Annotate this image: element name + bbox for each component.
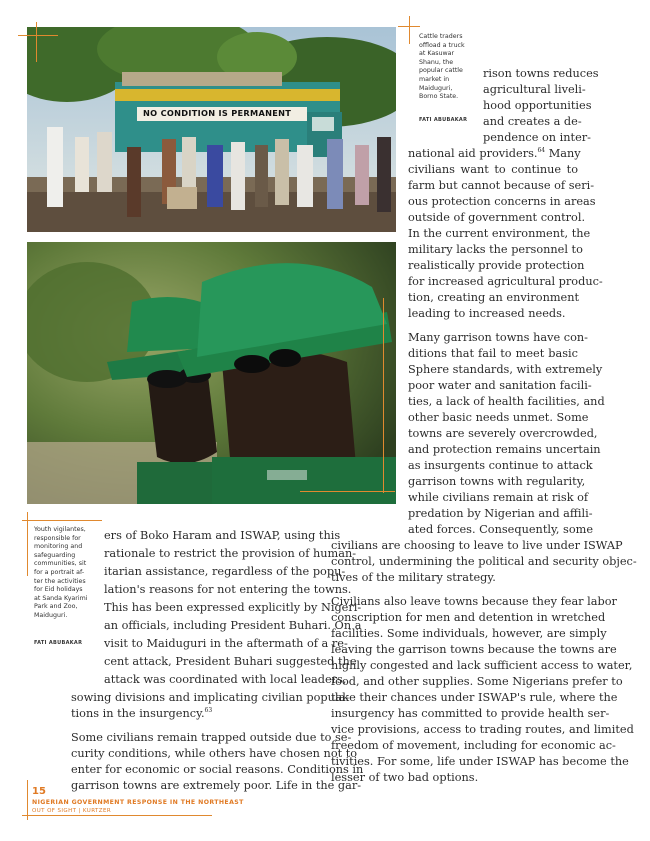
caption-line: Cattle traders — [419, 33, 463, 40]
caption-line: Youth vigilantes, — [34, 526, 86, 533]
body-line: Sphere standards, with extremely — [408, 363, 603, 376]
body-line: Civilians also leave towns because they fear labor — [331, 595, 617, 608]
body-line: freedom of movement, including for economic ac- — [331, 739, 616, 752]
body-line: farm but cannot because of seri- — [408, 179, 595, 192]
body-line: This has been expressed explicitly by Nigeri- — [104, 601, 362, 614]
body-line: highly congested and lack sufficient access to water, — [331, 659, 633, 672]
body-line: take their chances under ISWAP's rule, where the — [331, 691, 618, 704]
body-line: Many garrison towns have con- — [408, 331, 588, 344]
body-line: garrison towns are extremely poor. Life in the gar- — [71, 779, 362, 792]
body-line: leaving the garrison towns because the towns are — [331, 643, 617, 656]
body-line: insurgency has committed to provide health ser- — [331, 707, 610, 720]
body-line: pendence on inter- — [483, 131, 591, 144]
body-line: rison towns reduces — [483, 67, 599, 80]
photo-credit: FATI ABUBAKAR — [419, 117, 468, 123]
body-line: curity conditions, while others have chosen not to — [71, 747, 358, 760]
body-text: Many — [545, 147, 581, 160]
crop-mark — [22, 520, 102, 521]
body-line: vice provisions, access to trading routes, and limited — [331, 723, 634, 736]
caption-youth-vigilantes — [34, 526, 100, 621]
body-line: garrison towns with regularity, — [408, 475, 586, 488]
body-line: tivities. For some, life under ISWAP has become the — [331, 755, 629, 768]
body-line: visit to Maiduguri in the aftermath of a re- — [104, 637, 348, 650]
caption-line: Park and Zoo, — [34, 603, 78, 611]
caption-line: monitoring and — [34, 543, 83, 551]
crop-mark — [300, 491, 395, 492]
body-line: itarian assistance, regardless of the popu- — [104, 565, 346, 578]
body-line: sowing divisions and implicating civilian popula- — [71, 691, 350, 704]
caption-line: Maiduguri. — [34, 611, 68, 619]
body-line: Some civilians remain trapped outside due to se- — [71, 731, 352, 744]
crop-mark — [18, 35, 58, 36]
body-line: ties, a lack of health facilities, and — [408, 395, 605, 408]
caption-line: safeguarding — [34, 551, 76, 559]
body-line: agricultural liveli- — [483, 83, 586, 96]
body-line: tives of the military strategy. — [331, 571, 496, 584]
body-line: for increased agricultural produc- — [408, 275, 603, 288]
body-line: leading to increased needs. — [408, 307, 566, 320]
body-line: ers of Boko Haram and ISWAP, using this — [104, 529, 341, 542]
report-subtitle: OUT OF SIGHT | KURTZER — [32, 808, 112, 814]
endnote-marker: 63 — [204, 707, 213, 715]
body-line: towns are severely overcrowded, — [408, 427, 598, 440]
crop-mark — [22, 815, 212, 816]
caption-line: offload a truck — [419, 41, 465, 49]
body-line: ditions that fail to meet basic — [408, 347, 578, 360]
caption-line: at Sanda Kyarimi — [34, 594, 88, 602]
body-line: ated forces. Consequently, some — [408, 523, 594, 536]
body-line: poor water and sanitation facili- — [408, 379, 592, 392]
body-line: an officials, including President Buhari. On a — [104, 619, 362, 632]
caption-line: market in — [419, 75, 450, 83]
body-line: predation by Nigerian and affili- — [408, 507, 593, 520]
caption-line: Shanu, the — [419, 58, 454, 66]
body-line: hood opportunities — [483, 99, 592, 112]
body-line: conscription for men and detention in wretched — [331, 611, 606, 624]
caption-line: Maiduguri, — [419, 84, 453, 92]
caption-line: for Eid holidays — [34, 586, 83, 594]
body-line: lation's reasons for not entering the towns. — [104, 583, 352, 596]
body-line: as insurgents continue to attack — [408, 459, 593, 472]
body-line — [71, 706, 318, 722]
report-title: NIGERIAN GOVERNMENT RESPONSE IN THE NORTHEAST — [32, 799, 244, 806]
endnote-marker: 64 — [537, 147, 546, 155]
body-line: military lacks the personnel to — [408, 243, 583, 256]
body-line: ous protection concerns in areas — [408, 195, 596, 208]
body-line: realistically provide protection — [408, 259, 585, 272]
body-line: outside of government control. — [408, 211, 586, 224]
body-line: control, undermining the political and security objec- — [331, 555, 637, 568]
body-line: and protection remains uncertain — [408, 443, 601, 456]
crop-mark — [409, 16, 410, 44]
crop-mark — [383, 298, 384, 493]
caption-line: at Kasuwar — [419, 50, 455, 58]
body-line: In the current environment, the — [408, 227, 591, 240]
truck-sign-text: NO CONDITION IS PERMANENT — [143, 108, 292, 118]
page-number: 15 — [32, 786, 46, 797]
crop-mark — [27, 512, 28, 576]
body-line: cent attack, President Buhari suggested the — [104, 655, 357, 668]
body-line: civilians want to continue to — [408, 163, 578, 176]
caption-line: ter the activities — [34, 577, 86, 585]
caption-cattle-truck — [419, 33, 479, 102]
body-line: while civilians remain at risk of — [408, 491, 589, 504]
photo-credit: FATI ABUBAKAR — [34, 640, 83, 646]
body-line: facilities. Some individuals, however, are simply — [331, 627, 607, 640]
body-line: and creates a de- — [483, 115, 582, 128]
caption-line: responsible for — [34, 534, 81, 542]
photo-cattle-truck — [27, 27, 396, 232]
caption-line: for a portrait af- — [34, 568, 85, 576]
body-line — [408, 146, 581, 162]
body-line: food, and other supplies. Some Nigerians prefer to — [331, 675, 623, 688]
body-text: tions in the insurgency. — [71, 707, 205, 720]
body-line: attack was coordinated with local leaders, — [104, 673, 347, 686]
body-line: enter for economic or social reasons. Conditions in — [71, 763, 364, 776]
body-line: lesser of two bad options. — [331, 771, 479, 784]
body-line: rationale to restrict the provision of human- — [104, 547, 357, 560]
body-line: other basic needs unmet. Some — [408, 411, 589, 424]
body-line: civilians are choosing to leave to live under ISWAP — [331, 539, 623, 552]
caption-line: popular cattle — [419, 67, 463, 75]
photo-youth-vigilantes — [27, 242, 396, 504]
body-text: national aid providers. — [408, 147, 538, 160]
crop-mark — [36, 22, 37, 62]
caption-line: communities, sit — [34, 560, 87, 568]
crop-mark — [27, 780, 28, 820]
caption-line: Borno State. — [419, 93, 459, 101]
body-line: tion, creating an environment — [408, 291, 580, 304]
